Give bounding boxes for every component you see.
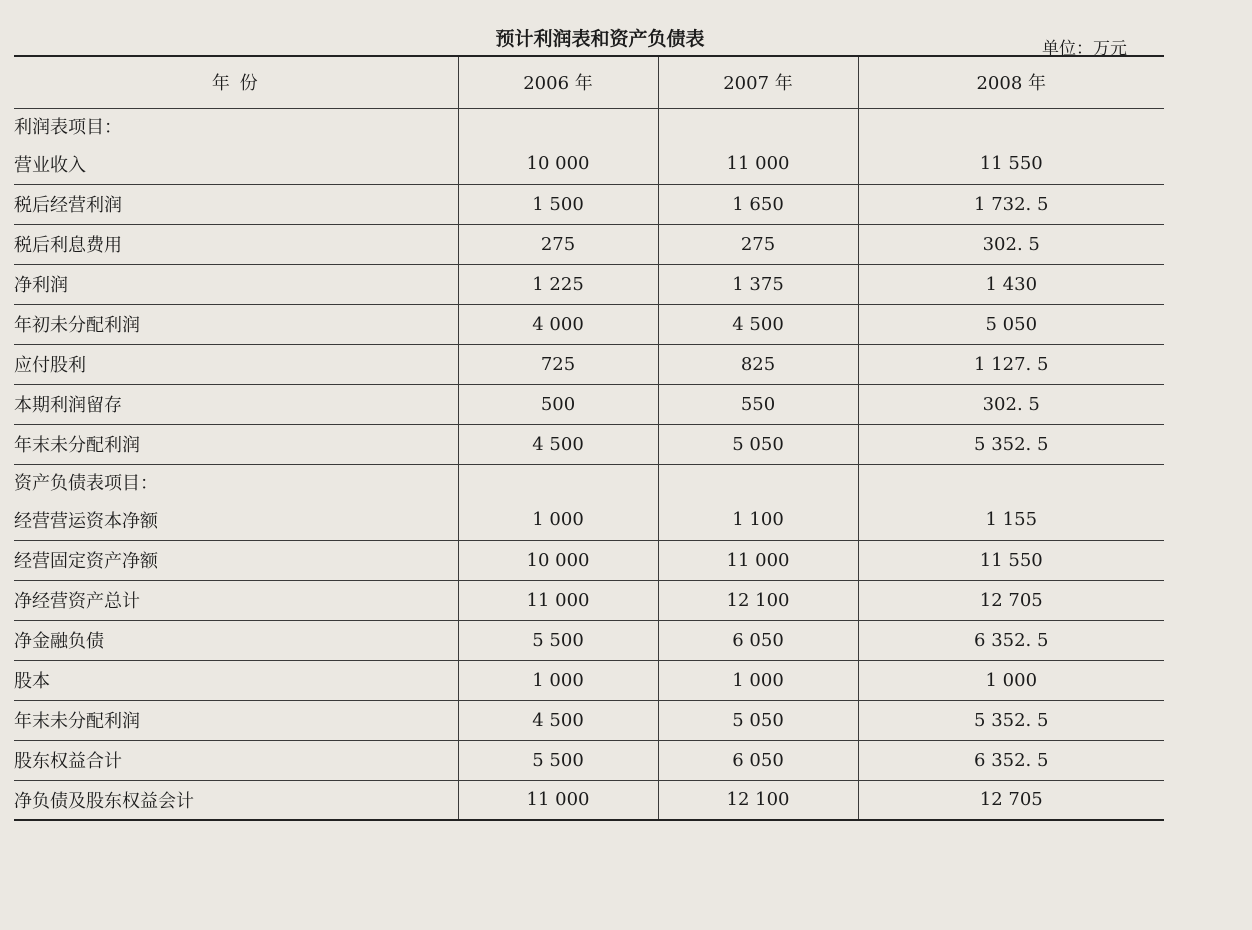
row-label: 年末未分配利润 — [14, 424, 458, 464]
value-cell-2008: 11 550 — [858, 540, 1164, 580]
row-label: 股东权益合计 — [14, 740, 458, 780]
table-row — [14, 144, 1164, 184]
row-label: 营业收入 — [14, 144, 458, 184]
value-cell-2007: 1 100 — [658, 500, 858, 540]
value-cell-2007: 6 050 — [658, 740, 858, 780]
value-cell-2007: 1 375 — [658, 264, 858, 304]
value-cell-2006: 11 000 — [458, 580, 658, 620]
table-title: 预计利润表和资产负债表 — [495, 28, 705, 50]
row-label: 股本 — [14, 660, 458, 700]
value-cell-2007: 11 000 — [658, 144, 858, 184]
header-row — [14, 56, 1164, 108]
row-label: 年初未分配利润 — [14, 304, 458, 344]
section-heading-empty-cell — [458, 464, 658, 500]
unit-label: 单位：万元 — [1042, 39, 1127, 59]
value-cell-2008: 12 705 — [858, 580, 1164, 620]
value-cell-2008: 5 352. 5 — [858, 424, 1164, 464]
section-heading-empty-cell — [858, 464, 1164, 500]
value-cell-2006: 10 000 — [458, 144, 658, 184]
table-row — [14, 540, 1164, 580]
section-heading-empty-cell — [458, 108, 658, 144]
value-cell-2006: 5 500 — [458, 620, 658, 660]
section-heading-row — [14, 108, 1164, 144]
row-label: 税后利息费用 — [14, 224, 458, 264]
table-row — [14, 304, 1164, 344]
value-cell-2006: 1 500 — [458, 184, 658, 224]
value-cell-2006: 5 500 — [458, 740, 658, 780]
table-row — [14, 740, 1164, 780]
table-row — [14, 344, 1164, 384]
value-cell-2008: 11 550 — [858, 144, 1164, 184]
table-row — [14, 264, 1164, 304]
section-heading-empty-cell — [658, 108, 858, 144]
value-cell-2006: 4 000 — [458, 304, 658, 344]
value-cell-2008: 1 127. 5 — [858, 344, 1164, 384]
value-cell-2008: 5 352. 5 — [858, 700, 1164, 740]
value-cell-2007: 825 — [658, 344, 858, 384]
value-cell-2007: 11 000 — [658, 540, 858, 580]
table-row — [14, 660, 1164, 700]
financial-table — [14, 55, 1164, 821]
value-cell-2006: 275 — [458, 224, 658, 264]
table-row — [14, 384, 1164, 424]
table-row — [14, 580, 1164, 620]
table-row — [14, 780, 1164, 820]
value-cell-2007: 5 050 — [658, 424, 858, 464]
value-cell-2007: 12 100 — [658, 580, 858, 620]
section-heading-empty-cell — [658, 464, 858, 500]
value-cell-2007: 6 050 — [658, 620, 858, 660]
table-row — [14, 424, 1164, 464]
row-label: 年末未分配利润 — [14, 700, 458, 740]
value-cell-2006: 1 225 — [458, 264, 658, 304]
value-cell-2007: 5 050 — [658, 700, 858, 740]
value-cell-2006: 725 — [458, 344, 658, 384]
section-heading: 资产负债表项目： — [14, 473, 158, 495]
value-cell-2008: 6 352. 5 — [858, 740, 1164, 780]
section-heading-empty-cell — [858, 108, 1164, 144]
row-label: 净金融负债 — [14, 620, 458, 660]
table-row — [14, 620, 1164, 660]
value-cell-2006: 4 500 — [458, 700, 658, 740]
value-cell-2007: 275 — [658, 224, 858, 264]
table-row — [14, 224, 1164, 264]
value-cell-2006: 500 — [458, 384, 658, 424]
value-cell-2008: 12 705 — [858, 780, 1164, 820]
row-label: 税后经营利润 — [14, 184, 458, 224]
row-label: 应付股利 — [14, 344, 458, 384]
value-cell-2008: 1 430 — [858, 264, 1164, 304]
row-label: 经营营运资本净额 — [14, 500, 458, 540]
value-cell-2008: 302. 5 — [858, 224, 1164, 264]
value-cell-2007: 550 — [658, 384, 858, 424]
row-label: 净利润 — [14, 264, 458, 304]
value-cell-2006: 1 000 — [458, 500, 658, 540]
row-label: 本期利润留存 — [14, 384, 458, 424]
value-cell-2008: 1 000 — [858, 660, 1164, 700]
header-2007: 2007 年 — [658, 56, 858, 108]
value-cell-2006: 1 000 — [458, 660, 658, 700]
row-label: 净负债及股东权益会计 — [14, 780, 458, 820]
value-cell-2007: 1 650 — [658, 184, 858, 224]
value-cell-2008: 6 352. 5 — [858, 620, 1164, 660]
value-cell-2007: 1 000 — [658, 660, 858, 700]
header-2008: 2008 年 — [858, 56, 1164, 108]
value-cell-2008: 1 732. 5 — [858, 184, 1164, 224]
table-row — [14, 184, 1164, 224]
value-cell-2006: 11 000 — [458, 780, 658, 820]
value-cell-2008: 1 155 — [858, 500, 1164, 540]
header-2006: 2006 年 — [458, 56, 658, 108]
value-cell-2007: 12 100 — [658, 780, 858, 820]
value-cell-2008: 302. 5 — [858, 384, 1164, 424]
value-cell-2007: 4 500 — [658, 304, 858, 344]
section-heading: 利润表项目： — [14, 117, 122, 139]
table-row — [14, 500, 1164, 540]
row-label: 净经营资产总计 — [14, 580, 458, 620]
row-label: 经营固定资产净额 — [14, 540, 458, 580]
value-cell-2006: 10 000 — [458, 540, 658, 580]
table-row — [14, 700, 1164, 740]
section-heading-row — [14, 464, 1164, 500]
value-cell-2008: 5 050 — [858, 304, 1164, 344]
header-year-label: 年 份 — [14, 56, 458, 108]
value-cell-2006: 4 500 — [458, 424, 658, 464]
